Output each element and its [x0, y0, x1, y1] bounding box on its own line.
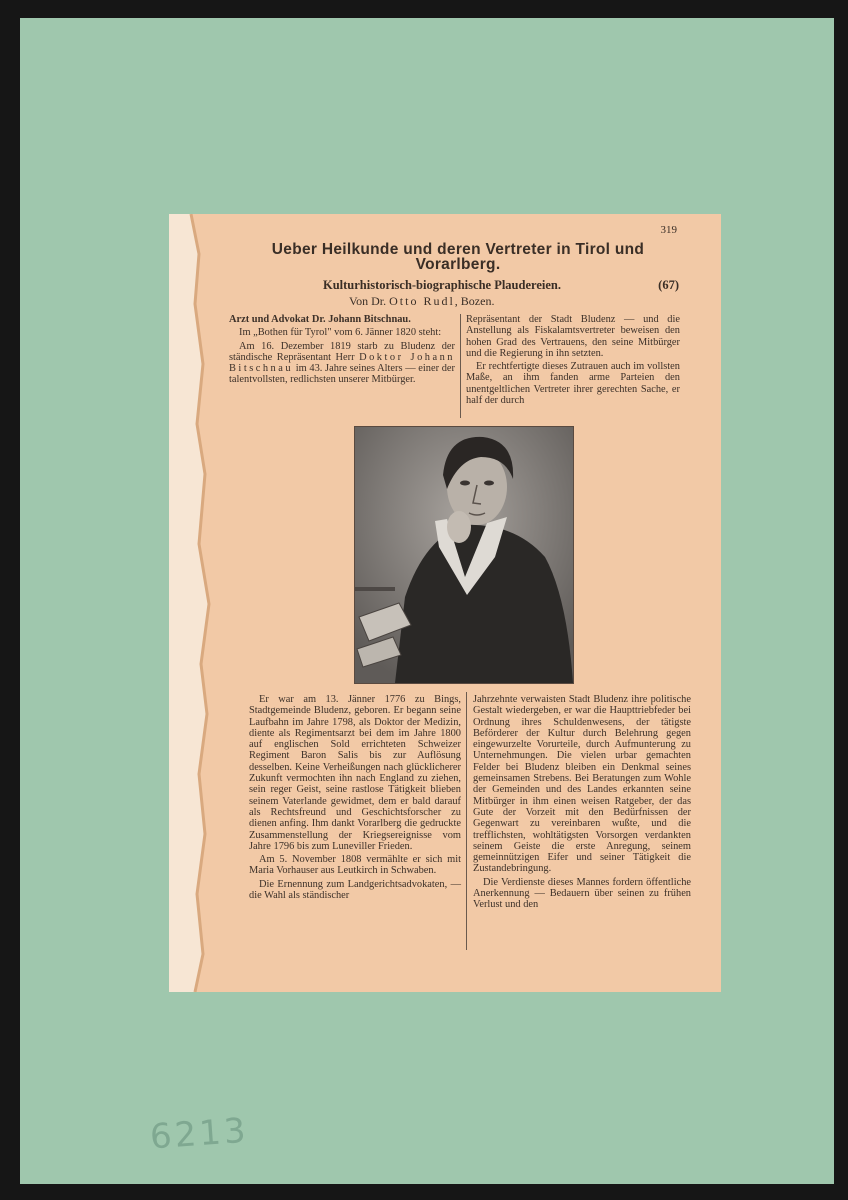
column-rule: [460, 314, 461, 418]
text-run: Am 16. Dezember 1819 starb zu Bludenz der ständische Repräsentant Herr: [229, 340, 455, 363]
paragraph: Die Verdienste dieses Mannes fordern öffentliche Anerkennung — Bedauern über seinen zu frühen Verlust und den: [473, 876, 691, 911]
portrait-image: [354, 426, 574, 684]
series-number: (67): [658, 278, 679, 292]
paragraph: Im „Bothen für Tyrol" vom 6. Jänner 1820 steht:: [239, 327, 442, 339]
paragraph: Er rechtfertigte dieses Zutrauen auch im vollsten Maße, an ihm fanden arme Parteien den unentgeltlichen Vertreter ihrer gerechten Sache, er half der durch: [466, 361, 680, 407]
column-rule: [466, 692, 467, 950]
text-column-bottom-left: [249, 694, 461, 901]
article-headline: Ueber Heilkunde und deren Vertreter in Tirol und Vorarlberg.: [271, 241, 645, 273]
portrait-engraving: [355, 427, 573, 683]
mounting-board: [20, 18, 834, 1184]
section-heading: Arzt und Advokat Dr. Johann Bitschnau.: [229, 314, 411, 325]
torn-edge: [169, 214, 215, 992]
person-name: Doktor Johann Bitschnau: [229, 351, 455, 375]
paragraph: Die Ernennung zum Landgerichtsadvokaten, — die Wahl als ständischer: [249, 878, 461, 902]
byline-suffix: , Bozen.: [454, 294, 495, 308]
text-column-top-right: [466, 314, 680, 406]
text-run: im 43. Jahre seines Alters — einer der talentvollsten, redlichsten unserer Mitbürger.: [229, 363, 455, 386]
paragraph: [229, 341, 455, 386]
paragraph: Er war am 13. Jänner 1776 zu Bings, Stadtgemeinde Bludenz, geboren. Er begann seine Laufbahn im Jahre 1798, als Doktor der Medizin, diente als Regimentsarzt bei dem im Jahre 1800 auf englischen Sold errichteten Schweizer Regiment Baron Salis bis zur Auflösung desselben. Keine Verheißungen nach glücklicherer Zukunft vermochten ihn nach England zu ziehen, sein reger Geist, seine rastlose Tätigkeit blieben seinem Vaterlande gewidmet, dem er bald darauf als Rechtsfreund und Geschichtsforscher zu dienen anfing. Ihm dankt Vorarlberg die gedruckte Zusammenstellung der Kriegsereignisse vom Jahre 1796 bis zum Luneviller Frieden.: [249, 694, 461, 852]
text-column-bottom-right: [473, 694, 691, 911]
text-column-top-left: [229, 314, 455, 386]
byline: [349, 294, 494, 309]
paragraph: Am 5. November 1808 vermählte er sich mit Maria Vorhauser aus Leutkirch in Schwaben.: [249, 854, 461, 877]
article-subtitle: Kulturhistorisch-biographische Plaudereien.: [323, 278, 561, 292]
newspaper-clipping: [173, 214, 721, 992]
paragraph: Jahrzehnte verwaisten Stadt Bludenz ihre politische Gestalt wiedergeben, er war die Haupttriebfeder bei Ordnung ihres Schuldenwesens, der tätigste Beförderer der Kultur durch Belehrung gegen eingewurzelte Vorurteile, durch Aufmunterung zu Unternehmungen. Die vielen urbar gemachten Felder bei Bludenz bleiben ein Denkmal seines gemeinsamen Strebens. Bei Beratungen zum Wohle der Gemeinden und des Landes erkannten seine Mitbürger in ihm einen weisen Ratgeber, der das Gute der Vorzeit mit den Bedürfnissen der Gegenwart zu vereinbaren wußte, und die trefflichsten, wohltätigsten Vorsorgen verdankten seinem Geiste die erste Anregung, seinem gemeinnützigen Eifer und seiner Tätigkeit die Zustandebringung.: [473, 694, 691, 875]
pencil-inventory-note: 6213: [148, 1110, 250, 1158]
paragraph: Repräsentant der Stadt Bludenz — und die Anstellung als Fiskalamtsvertreter beweisen den hohen Grad des Vertrauens, den seine Mitbürger und die Regierung in ihn setzten.: [466, 314, 680, 359]
author-name: Otto Rudl: [389, 294, 455, 308]
page-number: 319: [660, 224, 677, 236]
byline-prefix: Von Dr.: [349, 294, 387, 308]
